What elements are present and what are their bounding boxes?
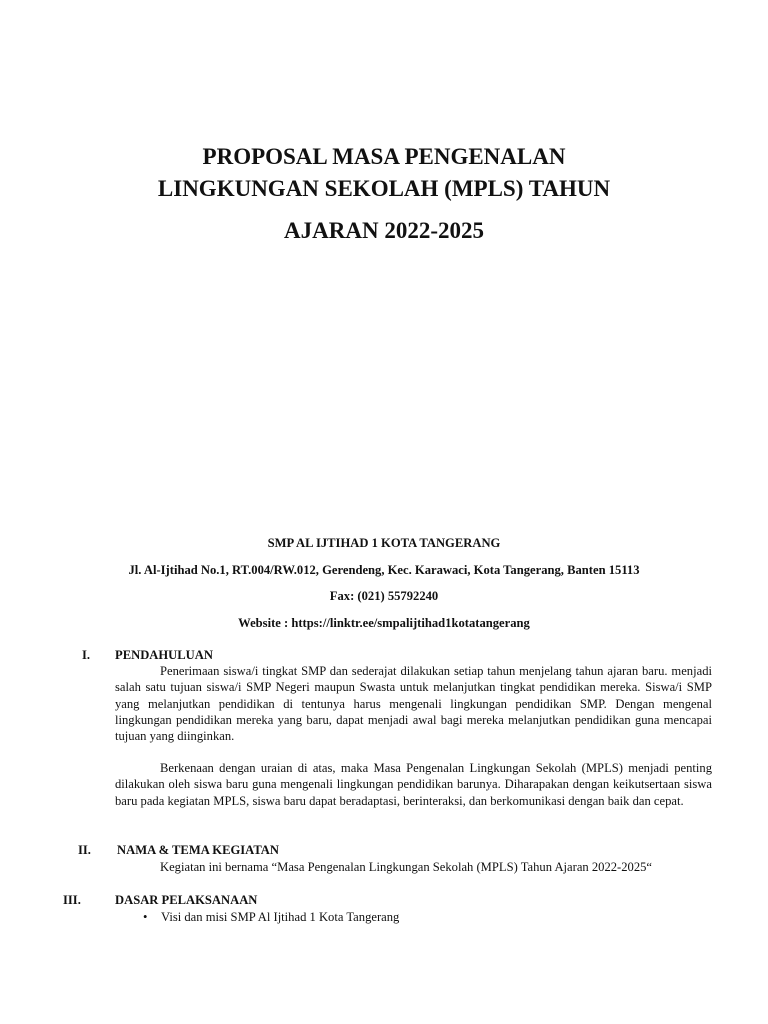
school-name: SMP AL IJTIHAD 1 KOTA TANGERANG bbox=[267, 536, 501, 550]
bullet-icon: • bbox=[143, 910, 148, 924]
section-3-heading: DASAR PELAKSANAAN bbox=[115, 893, 258, 907]
section-2-paragraph-1: Kegiatan ini bernama “Masa Pengenalan Lingkungan Sekolah (MPLS) Tahun Ajaran 2022-2025“ bbox=[160, 860, 653, 874]
document-title bbox=[60, 141, 708, 247]
school-website: Website : https://linktr.ee/smpalijtihad1kotatangerang bbox=[238, 615, 530, 630]
list-item bbox=[143, 909, 399, 925]
school-info bbox=[40, 534, 728, 640]
section-3-numeral: III. bbox=[63, 893, 81, 907]
section-1-paragraph-1: Penerimaan siswa/i tingkat SMP dan sederajat dilakukan setiap tahun menjelang tahun ajaran baru. menjadi salah satu tujuan siswa/i SMP Negeri maupun Swasta untuk melanjutkan tingkat pendidikan mereka. Siswa/i SMP yang melanjutkan pendidikan di tentunya harus mengenali lingkungan pendidikan SMP. Dengan mengenal lingkungan pendidikan mereka yang baru, dapat menjadi awal bagi mereka melanjutkan pendidikan guna mencapai tujuan yang diinginkan. bbox=[115, 664, 712, 744]
section-1-paragraph-2: Berkenaan dengan uraian di atas, maka Masa Pengenalan Lingkungan Sekolah (MPLS) menjadi penting dilakukan oleh siswa baru guna mengenali lingkungan pendidikan barunya. Diharapakan dengan keikutsertaan siswa baru pada kegiatan MPLS, siswa baru dapat beradaptasi, berinteraksi, dan berkomunikasi dengan baik dan cepat. bbox=[115, 761, 712, 808]
section-1-heading: PENDAHULUAN bbox=[115, 648, 213, 662]
school-fax: Fax: (021) 55792240 bbox=[329, 589, 439, 603]
title-line-2: LINGKUNGAN SEKOLAH (MPLS) TAHUN bbox=[157, 176, 611, 201]
school-address: Jl. Al-Ijtihad No.1, RT.004/RW.012, Gerendeng, Kec. Karawaci, Kota Tangerang, Banten 15113 bbox=[128, 562, 640, 577]
title-line-1: PROPOSAL MASA PENGENALAN bbox=[202, 144, 566, 169]
section-2-numeral: II. bbox=[78, 843, 91, 857]
section-1-numeral: I. bbox=[82, 648, 91, 662]
bullet-text: Visi dan misi SMP Al Ijtihad 1 Kota Tangerang bbox=[161, 910, 400, 924]
section-2-heading: NAMA & TEMA KEGIATAN bbox=[117, 843, 279, 857]
title-line-3: AJARAN 2022-2025 bbox=[284, 218, 484, 243]
